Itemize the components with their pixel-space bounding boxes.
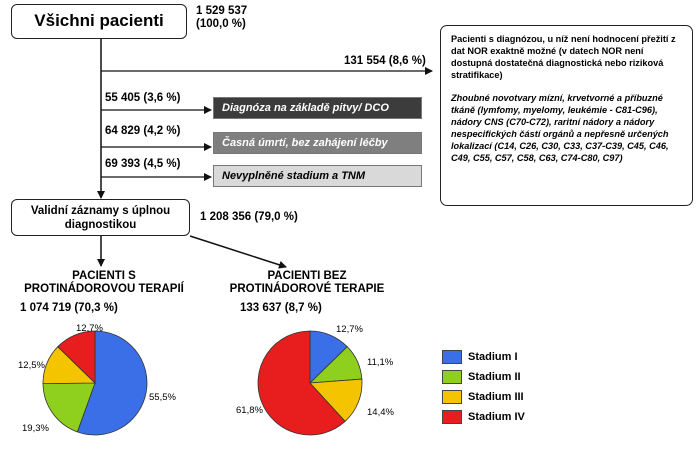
legend-label-stage-ii: Stadium II: [468, 371, 521, 383]
exclusion-box-2: [213, 132, 422, 154]
legend-label-stage-i: Stadium I: [468, 351, 518, 363]
legend-swatch-stage-iii: [442, 390, 462, 404]
legend-label-stage-iv: Stadium IV: [468, 411, 525, 423]
excluded-main-value: 131 554 (8,6 %): [344, 55, 426, 67]
all-patients-title: Všichni pacienti: [34, 11, 164, 30]
note-paragraph-2: Zhoubné novotvary mízní, krvetvorné a příbuzné tkáně (lymfomy, myelomy, leukémie - C81-C96), nádory CNS (C70-C72), raritní nádory a nádory nespecifických částí orgánů a nepřesně určených lokalizací (C14, C26, C30, C33, C37-C39, C45, C46, C49, C55, C57, C58, C63, C74-C80, C97): [451, 93, 669, 163]
pie-chart-no-therapy: [255, 328, 365, 438]
group-2-title: [222, 270, 392, 296]
pie1-label-stage-iii: 12,5%: [18, 360, 45, 371]
pie2-label-stage-i: 12,7%: [336, 324, 363, 335]
legend-swatch-stage-iv: [442, 410, 462, 424]
group-1-value: 1 074 719 (70,3 %): [20, 302, 118, 314]
exclusion-value-1: 55 405 (3,6 %): [105, 92, 181, 104]
exclusion-box-1: [213, 97, 422, 119]
legend: [442, 350, 562, 426]
group-1-title-line-1: PACIENTI S: [72, 270, 136, 282]
valid-records-value: 1 208 356 (79,0 %): [200, 211, 298, 223]
note-paragraph-1: Pacienti s diagnózou, u níž není hodnocení přežití z dat NOR exaktně možné (v datech NOR není dostupná dostatečná diagnostická nebo riziková stratifikace): [451, 34, 676, 80]
group-2-title-line-1: PACIENTI BEZ: [267, 270, 347, 282]
pie-chart-therapy: [40, 328, 150, 438]
pie1-label-stage-iv: 12,7%: [76, 323, 103, 334]
exclusion-value-2: 64 829 (4,2 %): [105, 125, 181, 137]
exclusion-label-1: Diagnóza na základě pitvy/ DCO: [222, 102, 389, 114]
exclusion-box-3: [213, 165, 422, 187]
note-box: [440, 25, 693, 206]
group-2-value: 133 637 (8,7 %): [240, 302, 322, 314]
arrow-to-group-2: [190, 236, 286, 267]
pie2-label-stage-iv: 61,8%: [236, 405, 263, 416]
valid-records-label: Validní záznamy s úplnou diagnostikou: [30, 205, 171, 231]
all-patients-box: [11, 4, 187, 39]
legend-swatch-stage-i: [442, 350, 462, 364]
pie1-label-stage-i: 55,5%: [149, 392, 176, 403]
valid-records-box: [11, 199, 190, 236]
total-count: 1 529 537: [196, 5, 248, 17]
pie1-label-stage-ii: 19,3%: [22, 423, 49, 434]
exclusion-label-3: Nevyplněné stadium a TNM: [222, 170, 366, 182]
pie2-label-stage-iii: 14,4%: [367, 407, 394, 418]
legend-swatch-stage-ii: [442, 370, 462, 384]
pie2-label-stage-ii: 11,1%: [367, 357, 394, 368]
legend-label-stage-iii: Stadium III: [468, 391, 524, 403]
total-pct: (100,0 %): [196, 18, 246, 30]
exclusion-value-3: 69 393 (4,5 %): [105, 158, 181, 170]
group-2-title-line-2: PROTINÁDOROVÉ TERAPIE: [229, 283, 385, 295]
group-1-title-line-2: PROTINÁDOROVOU TERAPIÍ: [24, 283, 184, 295]
group-1-title: [4, 270, 204, 296]
exclusion-label-2: Časná úmrtí, bez zahájení léčby: [222, 137, 388, 149]
